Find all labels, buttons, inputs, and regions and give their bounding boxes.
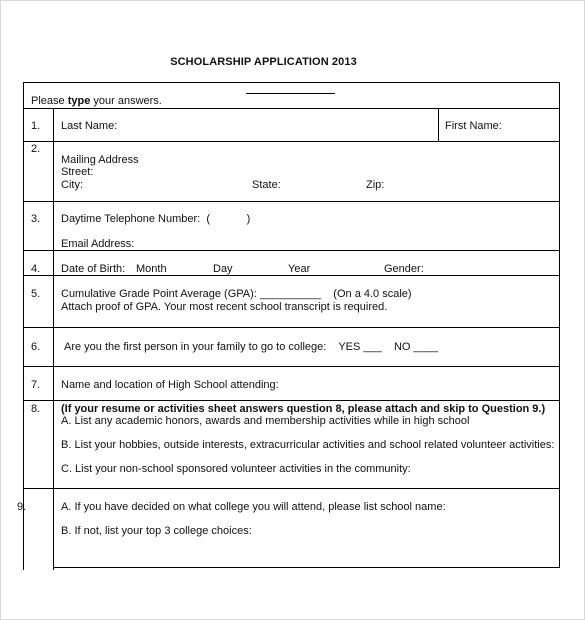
city-label: City:	[61, 179, 83, 191]
row-number: 7.	[31, 379, 41, 391]
instructions-text: Please type your answers.	[31, 95, 162, 107]
row-number: 9.	[17, 501, 27, 513]
mailing-address-label: Mailing Address	[61, 154, 139, 166]
gender-label: Gender:	[384, 263, 424, 275]
row-number: 6.	[31, 341, 41, 353]
college-choices-prompt: B. If not, list your top 3 college choices:	[61, 525, 252, 537]
row-divider	[23, 201, 559, 202]
row-divider	[23, 141, 559, 142]
row-divider	[53, 567, 559, 568]
row-divider	[23, 366, 559, 367]
dob-label: Date of Birth:	[61, 263, 126, 275]
month-label: Month	[136, 263, 167, 275]
row-divider	[23, 327, 559, 328]
first-generation-question: Are you the first person in your family to go to college: YES ___ NO ____	[64, 341, 438, 353]
last-name-label: Last Name:	[61, 120, 118, 132]
day-label: Day	[213, 263, 233, 275]
telephone-label: Daytime Telephone Number: ( )	[61, 213, 251, 225]
row-number: 4.	[31, 263, 41, 275]
state-label: State:	[252, 179, 281, 191]
row-number: 8.	[31, 403, 41, 415]
zip-label: Zip:	[366, 179, 385, 191]
row-divider	[23, 250, 559, 251]
year-label: Year	[288, 263, 311, 275]
row-divider	[23, 400, 559, 401]
first-name-cell-border	[438, 108, 439, 141]
email-label: Email Address:	[61, 238, 135, 250]
gpa-label: Cumulative Grade Point Average (GPA): __________ (On a 4.0 scale)	[61, 288, 412, 300]
row-number: 2.	[31, 143, 41, 155]
page-title: SCHOLARSHIP APPLICATION 2013	[170, 56, 357, 68]
row-number: 1.	[31, 120, 41, 132]
table-top-border	[23, 82, 559, 83]
high-school-label: Name and location of High School attending:	[61, 379, 279, 391]
volunteer-prompt: C. List your non-school sponsored volunteer activities in the community:	[61, 463, 411, 475]
table-left-border	[23, 82, 24, 570]
row-divider	[23, 275, 559, 276]
hobbies-prompt: B. List your hobbies, outside interests, extracurricular activities and school related volunteer activities:	[61, 439, 555, 451]
academic-honors-prompt: A. List any academic honors, awards and membership activities while in high school	[61, 415, 470, 427]
row-divider	[23, 108, 559, 109]
row-number: 3.	[31, 213, 41, 225]
first-name-label: First Name:	[445, 120, 502, 132]
activities-note: (If your resume or activities sheet answers question 8, please attach and skip to Question 9.)	[61, 403, 546, 415]
signature-line	[246, 93, 335, 94]
street-label: Street:	[61, 166, 94, 178]
college-name-prompt: A. If you have decided on what college you will attend, please list school name:	[61, 501, 446, 513]
row-number: 5.	[31, 288, 41, 300]
gpa-proof-text: Attach proof of GPA. Your most recent school transcript is required.	[61, 301, 388, 313]
table-right-border	[559, 82, 560, 568]
number-column-border	[53, 108, 54, 570]
row-divider	[23, 488, 559, 489]
